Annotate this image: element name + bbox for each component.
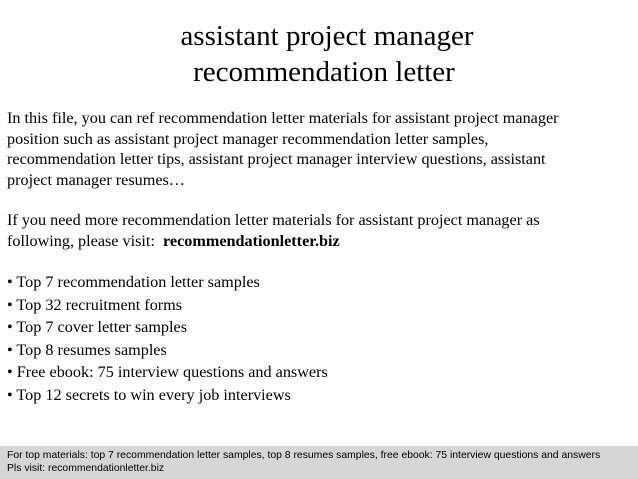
intro-line-2: position such as assistant project manager recommendation letter samples, bbox=[7, 129, 489, 148]
bullet-item: • Free ebook: 75 interview questions and answers bbox=[7, 363, 328, 382]
bullet-item: • Top 7 cover letter samples bbox=[7, 318, 187, 337]
footer-banner bbox=[0, 446, 638, 479]
more-info-line-1: If you need more recommendation letter materials for assistant project manager as bbox=[7, 211, 540, 229]
bullet-list bbox=[7, 271, 631, 407]
intro-line-3: recommendation letter tips, assistant project manager interview questions, assistant bbox=[7, 150, 546, 168]
more-info-paragraph bbox=[7, 210, 631, 251]
more-info-line-2 bbox=[7, 231, 631, 252]
intro-line-1: In this file, you can ref recommendation letter materials for assistant project manager bbox=[7, 109, 559, 127]
title-line-2: recommendation letter bbox=[193, 56, 455, 88]
footer-line-1: For top materials: top 7 recommendation letter samples, top 8 resumes samples, free ebook: 75 interview questions and answers bbox=[7, 450, 601, 461]
bullet-item: • Top 8 resumes samples bbox=[7, 340, 167, 359]
bullet-item: • Top 12 secrets to win every job interviews bbox=[7, 385, 291, 404]
bullet-item: • Top 32 recruitment forms bbox=[7, 295, 183, 314]
footer-content bbox=[0, 446, 638, 475]
more-info-prefix: following, please visit: bbox=[7, 231, 164, 250]
intro-paragraph bbox=[7, 108, 631, 190]
intro-line-4: project manager resumes… bbox=[7, 170, 185, 189]
body-text bbox=[7, 108, 631, 407]
slide-title bbox=[0, 18, 638, 90]
footer-line-2: Pls visit: recommendationletter.biz bbox=[7, 462, 165, 474]
title-line-1: assistant project manager bbox=[180, 20, 474, 52]
website-link[interactable]: recommendationletter.biz bbox=[163, 231, 340, 250]
bullet-item: • Top 7 recommendation letter samples bbox=[7, 273, 260, 291]
